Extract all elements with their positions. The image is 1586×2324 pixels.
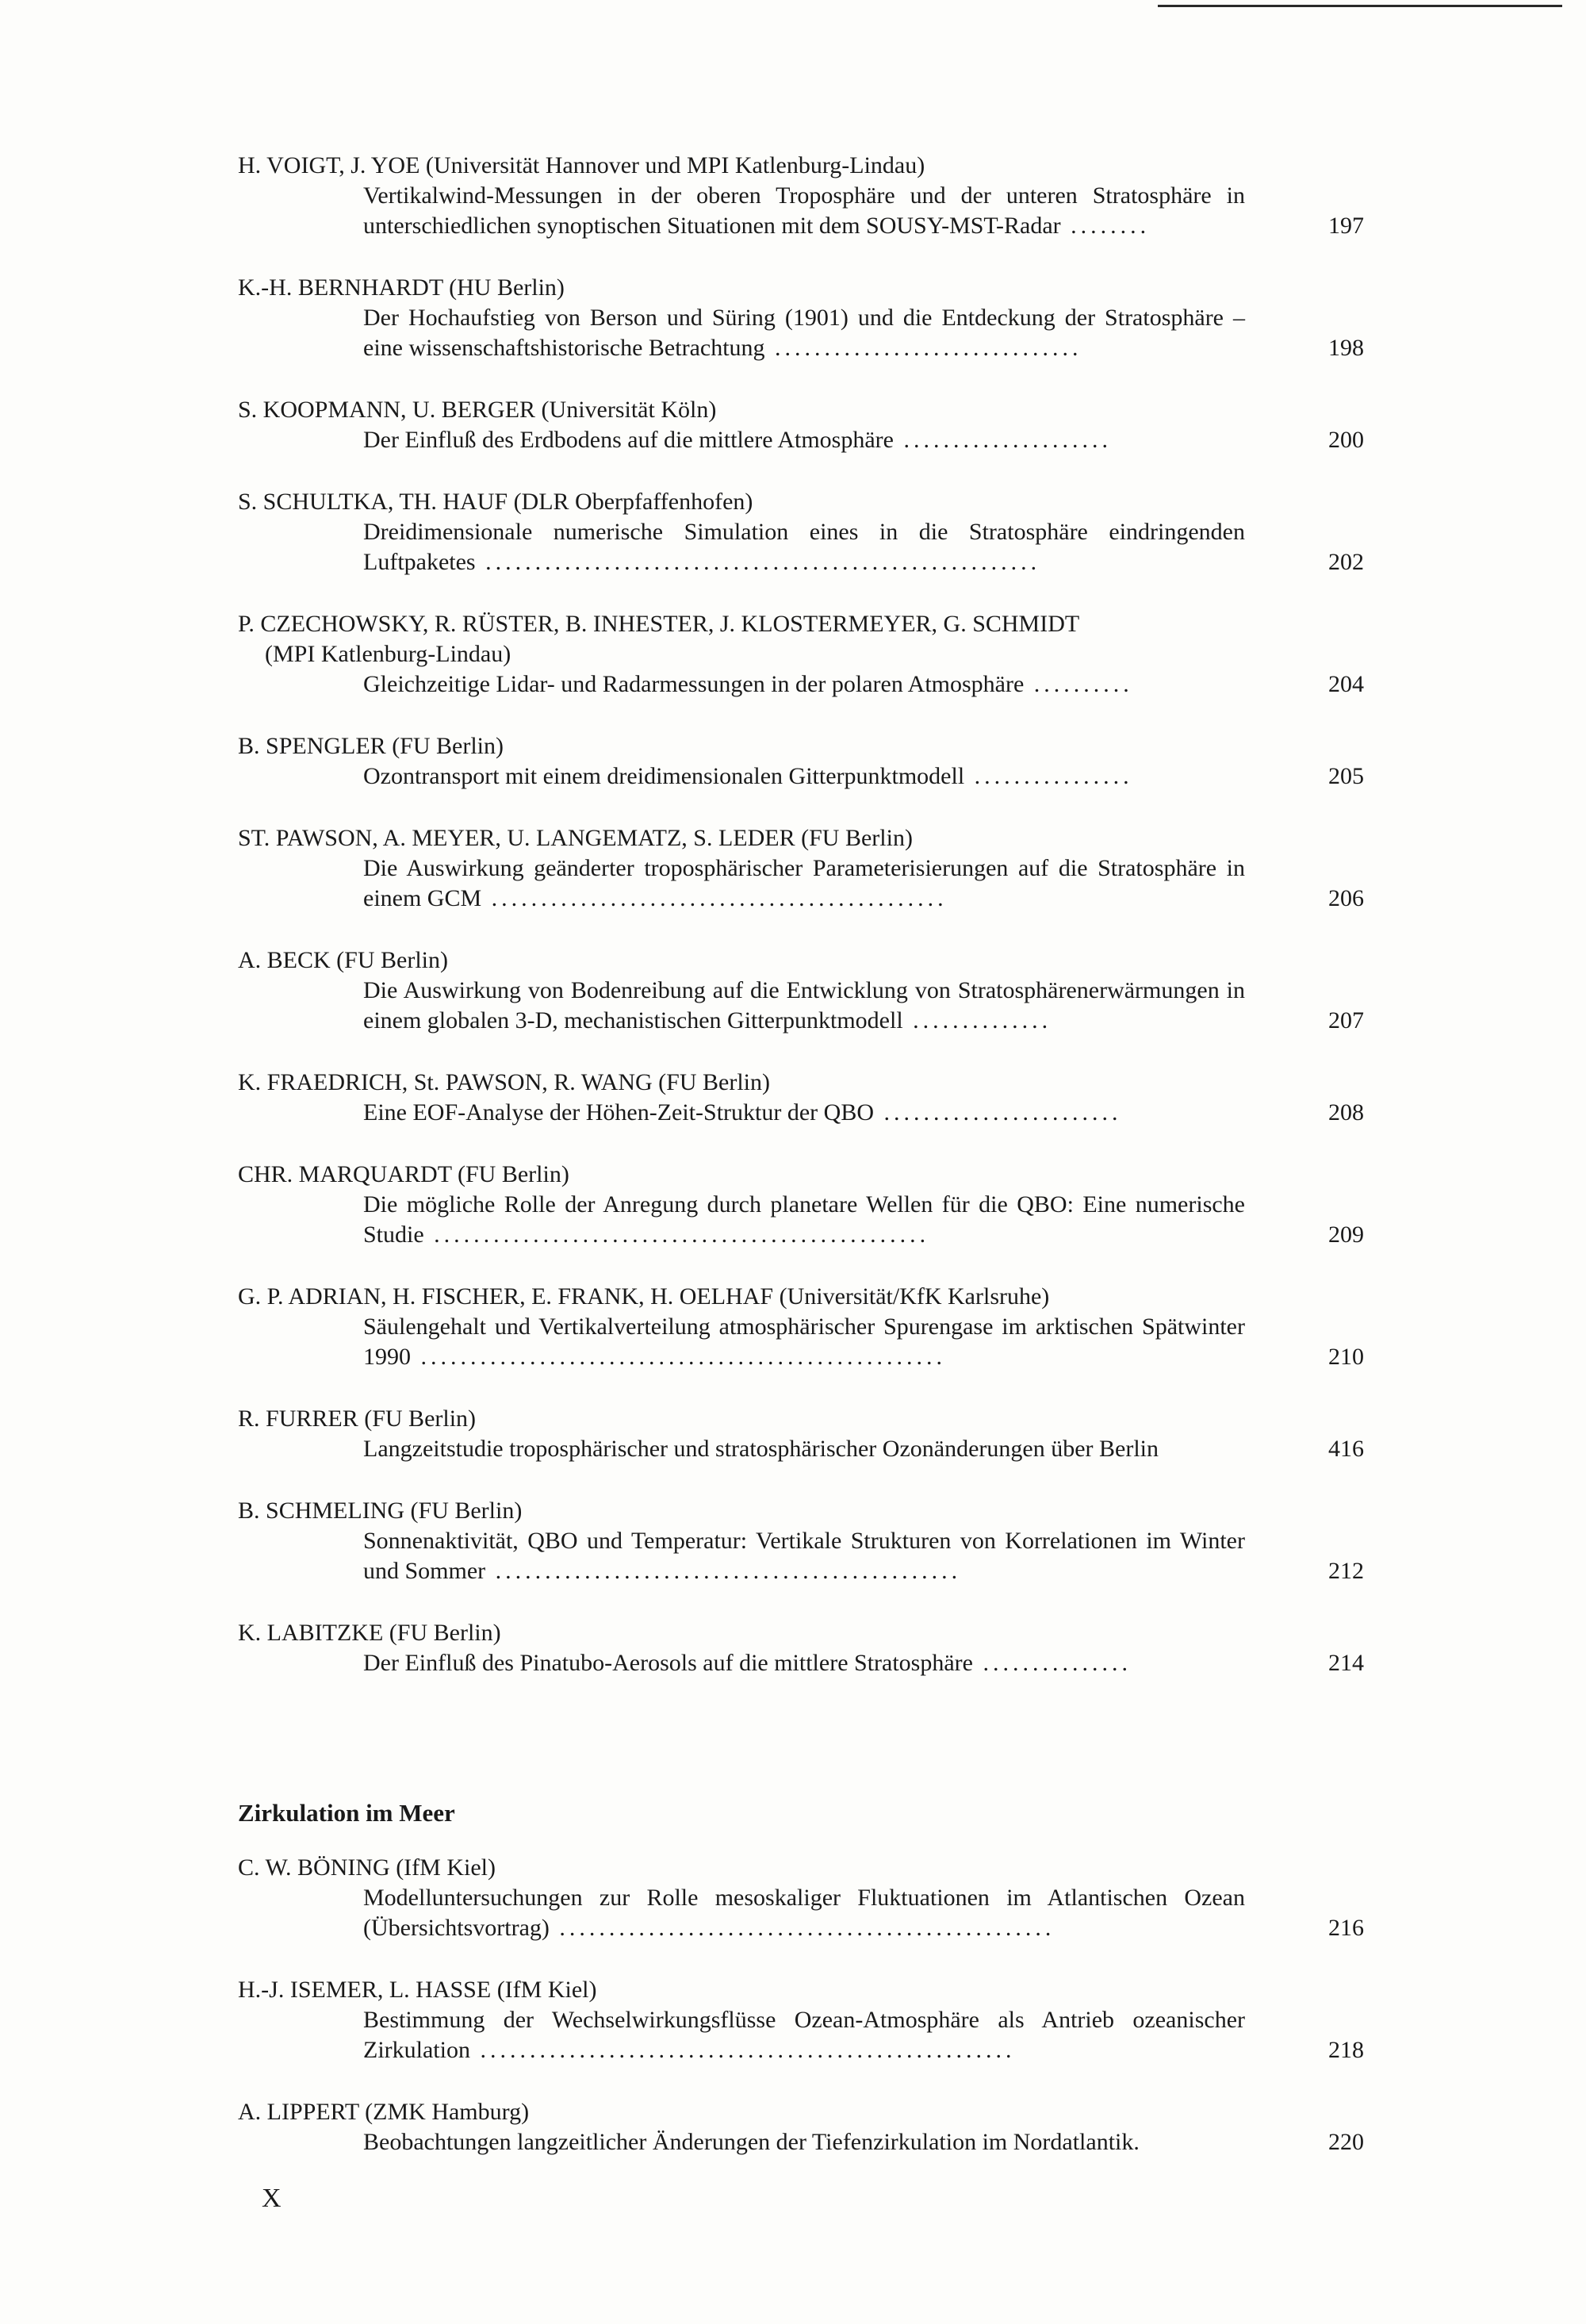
entry-title-block (238, 2127, 1364, 2157)
entry-title-block (238, 853, 1364, 914)
entry-title-text: Eine EOF-Analyse der Höhen-Zeit-Struktur der QBO (363, 1099, 875, 1126)
entry-authors: A. LIPPERT (ZMK Hamburg) (238, 2099, 530, 2125)
entry-title-text: Ozontransport mit einem dreidimensionalen Gitterpunktmodell (363, 763, 965, 789)
entry-title (363, 1883, 1245, 1943)
entry-authors: B. SPENGLER (FU Berlin) (238, 733, 504, 759)
entry-title (363, 976, 1245, 1036)
entry-title-block (238, 1312, 1364, 1372)
entry-title (363, 1648, 1245, 1678)
entry-authors: A. BECK (FU Berlin) (238, 947, 448, 973)
entry-authors: K. FRAEDRICH, St. PAWSON, R. WANG (FU Berlin) (238, 1069, 771, 1095)
entry-list (238, 151, 1364, 1678)
table-of-contents (238, 151, 1364, 2189)
entry-title-block (238, 1883, 1364, 1943)
entry-page-number: 200 (1328, 427, 1364, 453)
entry-title-text: Sonnenaktivität, QBO und Temperatur: Vertikale Strukturen von Korrelationen im Winter und Sommer (363, 1528, 1245, 1584)
entry-authors: G. P. ADRIAN, H. FISCHER, E. FRANK, H. OELHAF (Universität/KfK Karlsruhe) (238, 1283, 1050, 1310)
entry-leader: ..................... (893, 427, 1112, 453)
section-entry-list (238, 1853, 1364, 2157)
toc-entry (238, 487, 1364, 577)
entry-title-block (238, 1648, 1364, 1678)
entry-title (363, 425, 1245, 455)
entry-title (363, 2005, 1245, 2065)
entry-title-block (238, 1434, 1364, 1464)
toc-entry (238, 1618, 1364, 1678)
entry-title (363, 1098, 1245, 1128)
entry-authors: R. FURRER (FU Berlin) (238, 1406, 477, 1432)
entry-title (363, 1190, 1245, 1250)
entry-leader: ................ (964, 763, 1133, 789)
entry-title-block (238, 517, 1364, 577)
entry-title-text: Der Einfluß des Pinatubo-Aerosols auf die mittlere Stratosphäre (363, 1650, 973, 1676)
entry-title-text: Säulengehalt und Vertikalverteilung atmosphärischer Spurengase im arktischen Spätwinter 1990 (363, 1313, 1245, 1370)
entry-title-text: Modelluntersuchungen zur Rolle mesoskaliger Fluktuationen im Atlantischen Ozean (Übersichtsvortrag) (363, 1885, 1245, 1941)
entry-title (363, 303, 1245, 363)
entry-title-text: Bestimmung der Wechselwirkungsflüsse Ozean-Atmosphäre als Antrieb ozeanischer Zirkulation (363, 2007, 1245, 2063)
entry-authors: ST. PAWSON, A. MEYER, U. LANGEMATZ, S. LEDER (FU Berlin) (238, 825, 913, 851)
entry-page-number: 205 (1328, 763, 1364, 789)
entry-leader: .............................................. (481, 885, 948, 911)
entry-page-number: 220 (1328, 2129, 1364, 2155)
entry-page-number: 212 (1328, 1558, 1364, 1584)
toc-entry (238, 1068, 1364, 1128)
entry-leader: ........................ (874, 1099, 1122, 1126)
entry-page-number: 208 (1328, 1099, 1364, 1126)
entry-title (363, 1434, 1245, 1464)
entry-title-text: Langzeitstudie troposphärischer und stratosphärischer Ozonänderungen über Berlin (363, 1436, 1159, 1462)
entry-leader: ............... (972, 1650, 1132, 1676)
entry-authors: K. LABITZKE (FU Berlin) (238, 1620, 501, 1646)
toc-entry (238, 1496, 1364, 1586)
toc-entry (238, 945, 1364, 1036)
entry-authors: S. SCHULTKA, TH. HAUF (DLR Oberpfaffenhofen) (238, 489, 753, 515)
entry-title (363, 517, 1245, 577)
toc-entry (238, 731, 1364, 792)
entry-page-number: 209 (1328, 1221, 1364, 1248)
entry-leader: .............. (902, 1007, 1052, 1034)
entry-authors: B. SCHMELING (FU Berlin) (238, 1498, 523, 1524)
entry-leader: ...................................................... (469, 2037, 1016, 2063)
entry-authors: S. KOOPMANN, U. BERGER (Universität Köln) (238, 397, 717, 423)
entry-authors: C. W. BÖNING (IfM Kiel) (238, 1854, 496, 1881)
entry-leader: ........ (1060, 213, 1151, 239)
entry-title (363, 669, 1245, 700)
entry-leader: .................................................. (549, 1915, 1055, 1941)
toc-entry (238, 1160, 1364, 1250)
entry-title-text: Beobachtungen langzeitlicher Änderungen der Tiefenzirkulation im Nordatlantik. (363, 2129, 1140, 2155)
entry-title-block (238, 2005, 1364, 2065)
entry-title-block (238, 303, 1364, 363)
entry-page-number: 206 (1328, 885, 1364, 911)
entry-page-number: 202 (1328, 549, 1364, 575)
entry-title-text: Vertikalwind-Messungen in der oberen Troposphäre und der unteren Stratosphäre in unterschiedlichen synoptischen Situationen mit dem SOUSY-MST-Radar (363, 182, 1245, 239)
entry-title-text: Dreidimensionale numerische Simulation eines in die Stratosphäre eindringenden Luftpaketes (363, 519, 1245, 575)
entry-title-block (238, 976, 1364, 1036)
entry-title-text: Die mögliche Rolle der Anregung durch planetare Wellen für die QBO: Eine numerische Studie (363, 1191, 1245, 1248)
entry-title-block (238, 1190, 1364, 1250)
entry-title (363, 761, 1245, 792)
entry-title-block (238, 669, 1364, 700)
entry-leader: ........................................................ (475, 549, 1041, 575)
entry-title (363, 181, 1245, 241)
entry-page-number: 214 (1328, 1650, 1364, 1676)
toc-entry (238, 823, 1364, 914)
entry-title-text: Der Einfluß des Erdbodens auf die mittlere Atmosphäre (363, 427, 894, 453)
toc-entry (238, 273, 1364, 363)
entry-page-number: 416 (1328, 1436, 1364, 1462)
entry-authors-continuation: (MPI Katlenburg-Lindau) (265, 641, 511, 667)
toc-entry (238, 1853, 1364, 1943)
entry-title-text: Die Auswirkung von Bodenreibung auf die Entwicklung von Stratosphärenerwärmungen in einem globalen 3-D, mechanistischen Gitterpunktmodell (363, 977, 1245, 1034)
entry-leader: .......... (1024, 671, 1133, 697)
toc-entry (238, 151, 1364, 241)
toc-entry (238, 609, 1364, 700)
toc-entry (238, 2097, 1364, 2157)
page-number-roman: X (262, 2184, 282, 2213)
entry-title (363, 2127, 1245, 2157)
entry-page-number: 218 (1328, 2037, 1364, 2063)
entry-leader: .................................................. (423, 1221, 930, 1248)
entry-title (363, 1526, 1245, 1586)
entry-authors: K.-H. BERNHARDT (HU Berlin) (238, 274, 565, 301)
entry-page-number: 198 (1328, 335, 1364, 361)
top-rule (1158, 5, 1562, 7)
entry-title-block (238, 1526, 1364, 1586)
entry-authors: P. CZECHOWSKY, R. RÜSTER, B. INHESTER, J. KLOSTERMEYER, G. SCHMIDT (238, 611, 1080, 637)
toc-entry (238, 395, 1364, 455)
entry-page-number: 216 (1328, 1915, 1364, 1941)
entry-title-block (238, 425, 1364, 455)
entry-title (363, 1312, 1245, 1372)
toc-entry (238, 1404, 1364, 1464)
entry-authors: H.-J. ISEMER, L. HASSE (IfM Kiel) (238, 1977, 597, 2003)
entry-authors: H. VOIGT, J. YOE (Universität Hannover und MPI Katlenburg-Lindau) (238, 152, 925, 178)
entry-title-text: Gleichzeitige Lidar- und Radarmessungen in der polaren Atmosphäre (363, 671, 1025, 697)
toc-entry (238, 1975, 1364, 2065)
entry-page-number: 207 (1328, 1007, 1364, 1034)
entry-page-number: 204 (1328, 671, 1364, 697)
entry-title-block (238, 1098, 1364, 1128)
entry-leader: ............................... (764, 335, 1082, 361)
entry-title-block (238, 181, 1364, 241)
toc-entry (238, 1282, 1364, 1372)
entry-authors: CHR. MARQUARDT (FU Berlin) (238, 1161, 569, 1187)
entry-page-number: 197 (1328, 213, 1364, 239)
section-heading: Zirkulation im Meer (238, 1799, 455, 1827)
entry-title (363, 853, 1245, 914)
entry-leader: ............................................... (485, 1558, 962, 1584)
entry-title-block (238, 761, 1364, 792)
entry-title-text: Der Hochaufstieg von Berson und Süring (1901) und die Entdeckung der Stratosphäre – eine wissenschaftshistorische Betrachtung (363, 305, 1245, 361)
entry-page-number: 210 (1328, 1344, 1364, 1370)
entry-title-text: Die Auswirkung geänderter troposphärischer Parameterisierungen auf die Stratosphäre in einem GCM (363, 855, 1245, 911)
entry-leader: ..................................................... (411, 1344, 946, 1370)
